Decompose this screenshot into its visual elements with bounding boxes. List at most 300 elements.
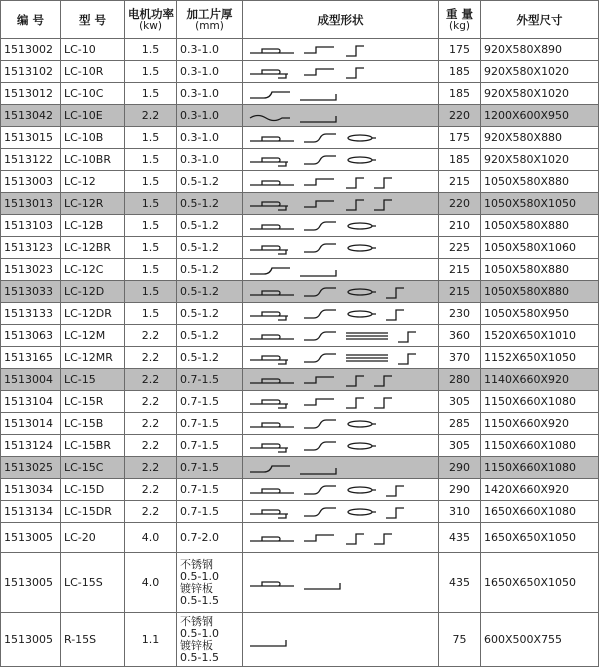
cell-code: 1513134	[1, 501, 61, 523]
profile-shape-hook	[300, 270, 336, 276]
cell-thickness: 0.3-1.0	[177, 83, 243, 105]
table-row	[1, 457, 599, 479]
profile-shapes	[246, 305, 435, 323]
cell-dims: 1050X580X880	[481, 281, 599, 303]
cell-thickness	[177, 613, 243, 667]
profile-shape-step	[304, 201, 334, 207]
profile-shapes	[246, 574, 435, 592]
profile-shapes	[246, 415, 435, 433]
profile-shape-s	[304, 310, 336, 318]
cell-thickness: 0.5-1.2	[177, 259, 243, 281]
profile-shape-z	[374, 398, 392, 408]
cell-power: 1.5	[125, 281, 177, 303]
cell-power: 1.5	[125, 61, 177, 83]
thickness-line: 0.5-1.5	[180, 650, 219, 664]
cell-code: 1513002	[1, 39, 61, 61]
cell-weight: 185	[439, 83, 481, 105]
profile-shape-step	[304, 377, 334, 383]
cell-model: LC-15B	[61, 413, 125, 435]
profile-shape-step	[304, 179, 334, 185]
table-row	[1, 325, 599, 347]
cell-power: 2.2	[125, 105, 177, 127]
cell-weight: 185	[439, 149, 481, 171]
cell-thickness: 0.3-1.0	[177, 149, 243, 171]
cell-model: LC-15	[61, 369, 125, 391]
cell-thickness: 0.5-1.2	[177, 325, 243, 347]
cell-dims: 1050X580X1060	[481, 237, 599, 259]
cell-model: LC-10E	[61, 105, 125, 127]
profile-shape-wave	[250, 115, 290, 120]
cell-weight: 185	[439, 61, 481, 83]
cell-shape	[243, 391, 439, 413]
cell-thickness: 0.7-1.5	[177, 457, 243, 479]
cell-code: 1513033	[1, 281, 61, 303]
cell-thickness	[177, 553, 243, 613]
profile-shape-oval	[348, 487, 376, 493]
cell-thickness: 0.3-1.0	[177, 105, 243, 127]
cell-shape	[243, 435, 439, 457]
profile-shape-z	[346, 376, 364, 386]
cell-code: 1513122	[1, 149, 61, 171]
cell-model: R-15S	[61, 613, 125, 667]
header-thickness	[177, 1, 243, 39]
cell-code: 1513013	[1, 193, 61, 215]
profile-shape-hem	[250, 379, 294, 383]
profile-shape-oval	[348, 223, 376, 229]
cell-shape	[243, 149, 439, 171]
cell-dims: 1050X580X1050	[481, 193, 599, 215]
profile-shape-hem	[250, 582, 294, 586]
cell-weight: 220	[439, 105, 481, 127]
cell-thickness: 0.3-1.0	[177, 61, 243, 83]
cell-code: 1513063	[1, 325, 61, 347]
cell-thickness: 0.5-1.2	[177, 193, 243, 215]
cell-power: 1.5	[125, 259, 177, 281]
cell-shape	[243, 501, 439, 523]
cell-shape	[243, 193, 439, 215]
profile-shapes	[246, 217, 435, 235]
cell-shape	[243, 259, 439, 281]
cell-dims: 1050X580X880	[481, 215, 599, 237]
profile-shapes	[246, 349, 435, 367]
profile-shape-oval	[348, 157, 376, 163]
cell-dims: 1520X650X1010	[481, 325, 599, 347]
cell-weight: 310	[439, 501, 481, 523]
header-shape: 成型形状	[243, 1, 439, 39]
cell-model: LC-15R	[61, 391, 125, 413]
cell-thickness: 0.5-1.2	[177, 215, 243, 237]
profile-shape-z	[374, 178, 392, 188]
table-row	[1, 523, 599, 553]
cell-model: LC-15C	[61, 457, 125, 479]
cell-weight: 215	[439, 171, 481, 193]
profile-shapes	[246, 283, 435, 301]
table-row	[1, 369, 599, 391]
cell-shape	[243, 413, 439, 435]
profile-shapes	[246, 85, 435, 103]
profile-shape-z	[386, 486, 404, 496]
profile-shape-s	[304, 134, 336, 142]
cell-dims: 920X580X890	[481, 39, 599, 61]
cell-power: 1.5	[125, 215, 177, 237]
cell-model: LC-15D	[61, 479, 125, 501]
cell-dims: 920X580X1020	[481, 83, 599, 105]
cell-code: 1513014	[1, 413, 61, 435]
profile-shape-hem-r	[250, 510, 288, 518]
thickness-line: 0.5-1.0	[180, 569, 219, 583]
profile-shape-hem-r	[250, 312, 288, 320]
cell-dims: 1150X660X1080	[481, 391, 599, 413]
header-code: 编 号	[1, 1, 61, 39]
profile-shape-z	[346, 534, 364, 544]
cell-model: LC-12	[61, 171, 125, 193]
profile-shape-oval	[348, 311, 376, 317]
cell-shape	[243, 281, 439, 303]
cell-power: 1.1	[125, 613, 177, 667]
cell-dims: 1140X660X920	[481, 369, 599, 391]
cell-model: LC-12R	[61, 193, 125, 215]
cell-thickness: 0.5-1.2	[177, 171, 243, 193]
cell-shape	[243, 61, 439, 83]
profile-shapes	[246, 481, 435, 499]
profile-shapes	[246, 261, 435, 279]
cell-thickness: 0.3-1.0	[177, 127, 243, 149]
cell-code: 1513015	[1, 127, 61, 149]
cell-model: LC-10B	[61, 127, 125, 149]
profile-shape-curve	[250, 92, 290, 98]
profile-shapes	[246, 327, 435, 345]
profile-shape-s	[304, 156, 336, 164]
cell-dims: 600X500X755	[481, 613, 599, 667]
table-row	[1, 237, 599, 259]
cell-power: 1.5	[125, 303, 177, 325]
cell-thickness: 0.7-1.5	[177, 435, 243, 457]
cell-power: 1.5	[125, 39, 177, 61]
cell-weight: 305	[439, 435, 481, 457]
cell-shape	[243, 127, 439, 149]
profile-shape-z	[386, 288, 404, 298]
profile-shapes	[246, 459, 435, 477]
profile-shape-hem	[250, 137, 294, 141]
thickness-line: 不锈钢	[180, 557, 213, 571]
cell-shape	[243, 523, 439, 553]
cell-weight: 285	[439, 413, 481, 435]
cell-weight: 305	[439, 391, 481, 413]
cell-power: 2.2	[125, 435, 177, 457]
cell-weight: 175	[439, 127, 481, 149]
profile-shape-oval	[348, 135, 376, 141]
table-row	[1, 613, 599, 667]
profile-shape-hem	[250, 423, 294, 427]
cell-model: LC-20	[61, 523, 125, 553]
cell-power: 2.2	[125, 457, 177, 479]
cell-dims: 920X580X1020	[481, 149, 599, 171]
profile-shapes	[246, 371, 435, 389]
cell-code: 1513102	[1, 61, 61, 83]
table-row	[1, 281, 599, 303]
cell-power: 2.2	[125, 391, 177, 413]
cell-code: 1513005	[1, 523, 61, 553]
cell-weight: 220	[439, 193, 481, 215]
cell-power: 1.5	[125, 149, 177, 171]
profile-shape-step	[304, 47, 334, 53]
cell-model: LC-10BR	[61, 149, 125, 171]
profile-shape-z	[346, 398, 364, 408]
profile-shapes	[246, 529, 435, 547]
thickness-line: 不锈钢	[180, 614, 213, 628]
cell-model: LC-12B	[61, 215, 125, 237]
cell-shape	[243, 479, 439, 501]
cell-dims: 1200X600X950	[481, 105, 599, 127]
profile-shape-step	[304, 399, 334, 405]
profile-shape-hem	[250, 181, 294, 185]
cell-thickness: 0.5-1.2	[177, 237, 243, 259]
profile-shapes	[246, 437, 435, 455]
cell-power: 1.5	[125, 193, 177, 215]
table-row	[1, 149, 599, 171]
profile-shape-bar	[346, 355, 388, 361]
cell-weight: 175	[439, 39, 481, 61]
cell-thickness: 0.7-2.0	[177, 523, 243, 553]
cell-shape	[243, 553, 439, 613]
cell-weight: 210	[439, 215, 481, 237]
cell-thickness: 0.7-1.5	[177, 413, 243, 435]
table-row	[1, 105, 599, 127]
profile-shapes	[246, 173, 435, 191]
profile-shape-curve	[250, 268, 290, 274]
table-row	[1, 303, 599, 325]
profile-shape-step	[304, 69, 334, 75]
cell-weight: 215	[439, 281, 481, 303]
cell-code: 1513165	[1, 347, 61, 369]
table-row	[1, 61, 599, 83]
cell-code: 1513023	[1, 259, 61, 281]
profile-shape-s	[304, 244, 336, 252]
header-thickness-unit: (mm)	[195, 19, 224, 32]
cell-power: 2.2	[125, 501, 177, 523]
cell-power: 4.0	[125, 553, 177, 613]
cell-shape	[243, 347, 439, 369]
profile-shape-hem-r	[250, 444, 288, 452]
cell-model: LC-12C	[61, 259, 125, 281]
profile-shape-hem	[250, 225, 294, 229]
cell-thickness: 0.3-1.0	[177, 39, 243, 61]
cell-thickness: 0.5-1.2	[177, 281, 243, 303]
profile-shape-s	[304, 486, 336, 494]
profile-shape-z	[374, 200, 392, 210]
header-weight	[439, 1, 481, 39]
cell-dims: 920X580X880	[481, 127, 599, 149]
thickness-line: 镀锌板	[180, 638, 213, 652]
cell-weight: 75	[439, 613, 481, 667]
cell-shape	[243, 613, 439, 667]
cell-code: 1513123	[1, 237, 61, 259]
cell-power: 2.2	[125, 413, 177, 435]
profile-shape-s	[304, 354, 336, 362]
cell-weight: 280	[439, 369, 481, 391]
profile-shape-hem	[250, 537, 294, 541]
profile-shape-hook	[300, 116, 336, 122]
cell-dims: 1050X580X880	[481, 259, 599, 281]
cell-model: LC-12MR	[61, 347, 125, 369]
cell-power: 1.5	[125, 171, 177, 193]
cell-model: LC-12M	[61, 325, 125, 347]
profile-shape-hem-r	[250, 70, 288, 78]
profile-shape-hook	[300, 468, 336, 474]
cell-model: LC-10	[61, 39, 125, 61]
cell-thickness: 0.5-1.2	[177, 303, 243, 325]
cell-shape	[243, 105, 439, 127]
profile-shapes	[246, 503, 435, 521]
profile-shapes	[246, 393, 435, 411]
cell-power: 2.2	[125, 325, 177, 347]
cell-weight: 225	[439, 237, 481, 259]
cell-dims: 1150X660X1080	[481, 435, 599, 457]
profile-shape-z	[386, 508, 404, 518]
cell-shape	[243, 325, 439, 347]
thickness-line: 0.5-1.5	[180, 593, 219, 607]
cell-shape	[243, 171, 439, 193]
cell-dims: 1650X660X1080	[481, 501, 599, 523]
table-row	[1, 127, 599, 149]
profile-shape-curve	[250, 466, 290, 472]
cell-dims: 1152X650X1050	[481, 347, 599, 369]
cell-weight: 435	[439, 523, 481, 553]
cell-power: 1.5	[125, 83, 177, 105]
profile-shapes	[246, 41, 435, 59]
profile-shape-hem-r	[250, 202, 288, 210]
table-row	[1, 391, 599, 413]
cell-dims: 1050X580X950	[481, 303, 599, 325]
cell-dims: 920X580X1020	[481, 61, 599, 83]
cell-thickness: 0.7-1.5	[177, 391, 243, 413]
profile-shape-z	[374, 534, 392, 544]
cell-model: LC-12DR	[61, 303, 125, 325]
cell-code: 1513025	[1, 457, 61, 479]
profile-shapes	[246, 107, 435, 125]
profile-shape-bar	[346, 333, 388, 339]
cell-shape	[243, 369, 439, 391]
profile-shape-s	[304, 508, 336, 516]
table-row	[1, 501, 599, 523]
cell-weight: 215	[439, 259, 481, 281]
profile-shape-s	[304, 420, 336, 428]
header-thickness-label: 加工片厚	[186, 6, 233, 21]
profile-shape-s	[304, 222, 336, 230]
cell-code: 1513034	[1, 479, 61, 501]
profile-shape-hem	[250, 335, 294, 339]
profile-shape-z	[398, 354, 416, 364]
cell-model: LC-12BR	[61, 237, 125, 259]
profile-shapes	[246, 195, 435, 213]
profile-shape-z	[386, 310, 404, 320]
profile-shape-oval	[348, 245, 376, 251]
cell-weight: 290	[439, 479, 481, 501]
profile-shape-hook	[304, 583, 340, 589]
profile-shapes	[246, 63, 435, 81]
profile-shapes	[246, 239, 435, 257]
profile-shapes	[246, 631, 435, 649]
cell-code: 1513124	[1, 435, 61, 457]
cell-model: LC-15S	[61, 553, 125, 613]
table-row	[1, 193, 599, 215]
cell-dims: 1150X660X920	[481, 413, 599, 435]
profile-shape-z	[346, 200, 364, 210]
table-row	[1, 83, 599, 105]
profile-shape-s	[304, 332, 336, 340]
profile-shape-hook	[250, 640, 286, 646]
cell-shape	[243, 83, 439, 105]
cell-code: 1513103	[1, 215, 61, 237]
table-row	[1, 215, 599, 237]
table-row	[1, 435, 599, 457]
profile-shape-hem-r	[250, 158, 288, 166]
table-row	[1, 347, 599, 369]
thickness-line: 镀锌板	[180, 581, 213, 595]
table-row	[1, 171, 599, 193]
profile-shape-oval	[348, 443, 376, 449]
cell-code: 1513005	[1, 553, 61, 613]
header-dims: 外型尺寸	[481, 1, 599, 39]
cell-shape	[243, 457, 439, 479]
profile-shape-oval	[348, 289, 376, 295]
profile-shape-z	[346, 68, 364, 78]
cell-model: LC-10R	[61, 61, 125, 83]
cell-shape	[243, 303, 439, 325]
thickness-line: 0.5-1.0	[180, 626, 219, 640]
profile-shape-z	[398, 332, 416, 342]
cell-weight: 230	[439, 303, 481, 325]
profile-shape-hook	[300, 94, 336, 100]
cell-dims: 1150X660X1080	[481, 457, 599, 479]
cell-code: 1513003	[1, 171, 61, 193]
profile-shape-oval	[348, 421, 376, 427]
cell-dims: 1420X660X920	[481, 479, 599, 501]
cell-shape	[243, 215, 439, 237]
header-weight-label: 重 量	[445, 6, 473, 21]
profile-shape-step	[304, 535, 334, 541]
cell-shape	[243, 39, 439, 61]
profile-shapes	[246, 151, 435, 169]
cell-code: 1513012	[1, 83, 61, 105]
header-model: 型 号	[61, 1, 125, 39]
cell-thickness: 0.7-1.5	[177, 479, 243, 501]
cell-dims: 1650X650X1050	[481, 523, 599, 553]
cell-thickness: 0.7-1.5	[177, 369, 243, 391]
cell-power: 2.2	[125, 479, 177, 501]
cell-power: 1.5	[125, 127, 177, 149]
profile-shape-hem	[250, 489, 294, 493]
profile-shape-hem	[250, 291, 294, 295]
profile-shape-s	[304, 442, 336, 450]
cell-weight: 290	[439, 457, 481, 479]
profile-shape-z	[346, 46, 364, 56]
cell-model: LC-10C	[61, 83, 125, 105]
cell-thickness: 0.7-1.5	[177, 501, 243, 523]
cell-shape	[243, 237, 439, 259]
cell-code: 1513042	[1, 105, 61, 127]
table-row	[1, 553, 599, 613]
cell-code: 1513133	[1, 303, 61, 325]
header-weight-unit: (kg)	[449, 19, 470, 32]
cell-code: 1513104	[1, 391, 61, 413]
header-power-label: 电机功率	[128, 6, 174, 21]
header-power-unit: (kw)	[139, 19, 162, 32]
cell-power: 1.5	[125, 237, 177, 259]
profile-shapes	[246, 129, 435, 147]
cell-dims: 1650X650X1050	[481, 553, 599, 613]
header-power	[125, 1, 177, 39]
